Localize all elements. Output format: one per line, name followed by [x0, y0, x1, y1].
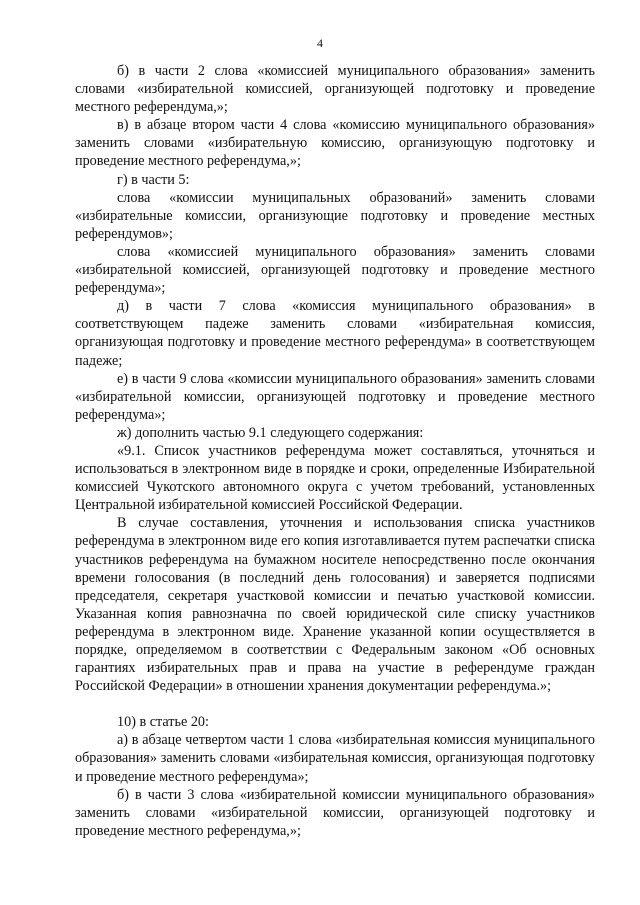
paragraph-zh: ж) дополнить частью 9.1 следующего содержания:: [117, 424, 424, 441]
document-body: [75, 62, 595, 840]
paragraph-g-words-1: слова «комиссии муниципальных образований» заменить словами «избирательные комиссии, организующие подготовку и проведение местных референдумов»;: [75, 189, 595, 242]
paragraph-article-20: 10) в статье 20:: [117, 714, 209, 731]
paragraph-g-words-2: слова «комиссией муниципального образования» заменить словами «избирательной комиссией, организующей подготовку и проведение местного референдума»;: [75, 243, 595, 297]
paragraph-a: а) в абзаце четвертом части 1 слова «избирательная комиссия муниципального образования» заменить словами «избирательная комиссия, организующая подготовку и проведение местного референдума»;: [75, 732, 595, 785]
paragraph-g: г) в части 5:: [117, 171, 190, 188]
paragraph-9-1: «9.1. Список участников референдума может составляться, уточняться и использоваться в электронном виде в порядке и сроки, определенные Избирательной комиссией Чукотского автономного округа с учетом требований, установленных Центральной избирательной комиссией Российской Федерации.: [75, 442, 595, 514]
paragraph-electronic-copy: В случае составления, уточнения и использования списка участников референдума в электронном виде его копия изготавливается путем распечатки списка участников референдума на бумажном носителе непосредственно после окончания времени голосования (в последний день голосования) и заверяется подписями председателя, секретаря участковой комиссии и печатью участковой комиссии. Указанная копия равнозначна по своей юридической силе списку участников референдума в электронном виде. Хранение указанной копии осуществляется в порядке, определяемом в соответствии с Федеральным законом «Об основных гарантиях избирательных прав и права на участие в референдуме граждан Российской Федерации» в отношении хранения документации референдума.»;: [75, 515, 595, 695]
paragraph-d: д) в части 7 слова «комиссия муниципального образования» в соответствующем падеже заменить словами «избирательная комиссия, организующая подготовку и проведение местного референдума» в соответствующем падеже;: [75, 298, 595, 369]
paragraph-v: в) в абзаце втором части 4 слова «комиссию муниципального образования» заменить словами «избирательную комиссию, организующую подготовку и проведение местного референдума,»;: [75, 117, 595, 170]
page-number: 4: [317, 36, 323, 50]
paragraph-b: б) в части 2 слова «комиссией муниципального образования» заменить словами «избирательной комиссией, организующей подготовку и проведение местного референдума,»;: [75, 63, 595, 116]
paragraph-e: е) в части 9 слова «комиссии муниципального образования» заменить словами «избирательной комиссии, организующей подготовку и проведение местного референдума»;: [75, 370, 595, 423]
paragraph-b-2: б) в части 3 слова «избирательной комиссии муниципального образования» заменить словами «избирательной комиссии, организующей подготовку и проведение местного референдума,»;: [75, 786, 595, 839]
